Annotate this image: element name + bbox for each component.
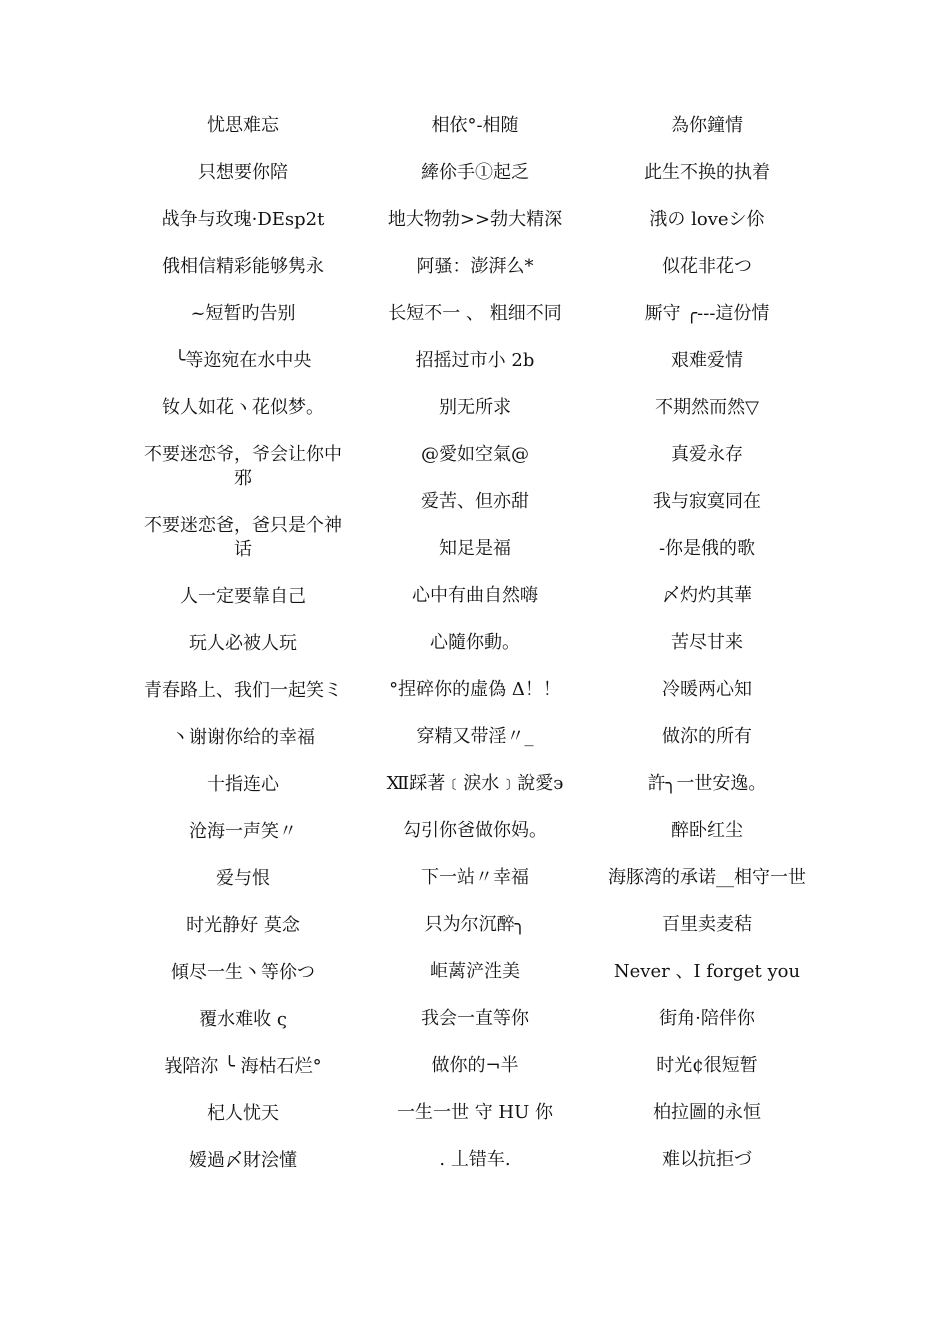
list-item: 我与寂寞同在 xyxy=(653,491,761,512)
list-item: 岠蓠浐泩美 xyxy=(430,961,520,982)
list-item: 心隨你動。 xyxy=(430,632,520,653)
list-item: 柏拉圖的永恒 xyxy=(653,1102,761,1123)
list-item: 爱与恨 xyxy=(216,868,270,889)
list-item: 知足是福 xyxy=(439,538,511,559)
list-item: 相依°-相随 xyxy=(431,115,519,136)
list-item: 〆灼灼其華 xyxy=(662,585,752,606)
list-item: 丶谢谢你给的幸福 xyxy=(171,727,315,748)
list-item: 人一定要靠自己 xyxy=(180,586,306,607)
list-item: 傾尽一生丶等伱つ xyxy=(171,962,315,983)
list-item: 百里卖麦秸 xyxy=(662,914,752,935)
list-item: 涐の loveシ伱 xyxy=(649,209,765,230)
list-item: 时光¢很短暂 xyxy=(656,1055,758,1076)
list-item: 嫒過〆財浍懂 xyxy=(189,1150,297,1171)
column-1 xyxy=(143,114,343,1196)
list-item: 一生一世 守 HU 你 xyxy=(396,1102,554,1123)
list-item: 縴伱手①起乏 xyxy=(421,162,529,183)
list-item: 地大物勃>>勃大精深 xyxy=(387,209,563,230)
list-item: 战争与玫瑰·DEsp2t xyxy=(161,209,325,230)
list-item: 青春路上、我们一起笑ミ xyxy=(144,680,342,701)
list-item: 覆水难收 ς xyxy=(199,1009,287,1030)
list-item: 不要迷恋爷，爷会让你中邪 xyxy=(144,444,342,489)
list-item: 十指连心 xyxy=(207,774,279,795)
list-item: Never 、I forget you xyxy=(613,961,801,982)
list-item: 沧海一声笑〃 xyxy=(189,821,297,842)
list-item: 醉卧红尘 xyxy=(671,820,743,841)
list-item: 許╮一世安逸。 xyxy=(647,773,767,794)
list-item: 只想要你陪 xyxy=(198,162,288,183)
list-item: 做你的¬半 xyxy=(431,1055,519,1076)
list-item: 厮守 ╭---這份情 xyxy=(644,303,770,324)
list-item: 此生不换的执着 xyxy=(644,162,770,183)
list-item: 爱苦、但亦甜 xyxy=(421,491,529,512)
list-item: 招摇过市小 2b xyxy=(415,350,535,371)
list-item: 苦尽甘来 xyxy=(671,632,743,653)
column-2 xyxy=(375,114,575,1195)
list-item: 杞人忧天 xyxy=(207,1103,279,1124)
list-item: 真爱永存 xyxy=(671,444,743,465)
list-item: 不期然而然▽ xyxy=(655,397,759,418)
list-item: 别无所求 xyxy=(439,397,511,418)
list-item: 海豚湾的承诺__相守一世 xyxy=(608,867,806,888)
list-item: 冷暖两心知 xyxy=(662,679,752,700)
list-item: 峩陪沵 ╰ 海枯石烂° xyxy=(164,1056,322,1077)
list-item: 忧思难忘 xyxy=(207,115,279,136)
list-item: Ⅻ踩著﹝淚水﹞說愛϶ xyxy=(386,773,564,794)
list-item: 俄相信精彩能够隽永 xyxy=(162,256,324,277)
list-item: 难以抗拒づ xyxy=(662,1149,752,1170)
list-item: ~短暂旳告别 xyxy=(190,303,296,324)
list-item: 艰难爱情 xyxy=(671,350,743,371)
list-item: 时光静好 莫念 xyxy=(186,915,300,936)
list-item: 下一站〃幸福 xyxy=(421,867,529,888)
list-item: °捏碎你的虛偽 Δ！！ xyxy=(389,679,561,700)
list-item: 我会一直等你 xyxy=(421,1008,529,1029)
list-item: 长短不一 、 粗细不同 xyxy=(388,303,562,324)
list-item: -你是俄的歌 xyxy=(658,538,756,559)
list-item: 玩人必被人玩 xyxy=(189,633,297,654)
list-item: ╰等迩宛在水中央 xyxy=(174,350,312,371)
list-item: 穿精又带淫〃_ xyxy=(416,726,534,747)
list-item: 勾引你爸做你妈。 xyxy=(403,820,547,841)
list-item: 為你鐘情 xyxy=(671,115,743,136)
list-item: 街角·陪伴你 xyxy=(659,1008,755,1029)
list-item: 只为尔沉醉╮ xyxy=(424,914,526,935)
list-item: 心中有曲自然嗨 xyxy=(412,585,538,606)
list-item: 阿骚：澎湃么* xyxy=(416,256,534,277)
list-item: @愛如空氣@ xyxy=(421,444,529,465)
list-item: 做沵的所有 xyxy=(662,726,752,747)
column-3 xyxy=(607,114,807,1195)
list-item: . 丄错车. xyxy=(439,1149,511,1170)
list-item: 不要迷恋爸，爸只是个神话 xyxy=(144,515,342,560)
list-item: 似花非花つ xyxy=(662,256,752,277)
list-item: 钕人如花ヽ花似梦。 xyxy=(162,397,324,418)
